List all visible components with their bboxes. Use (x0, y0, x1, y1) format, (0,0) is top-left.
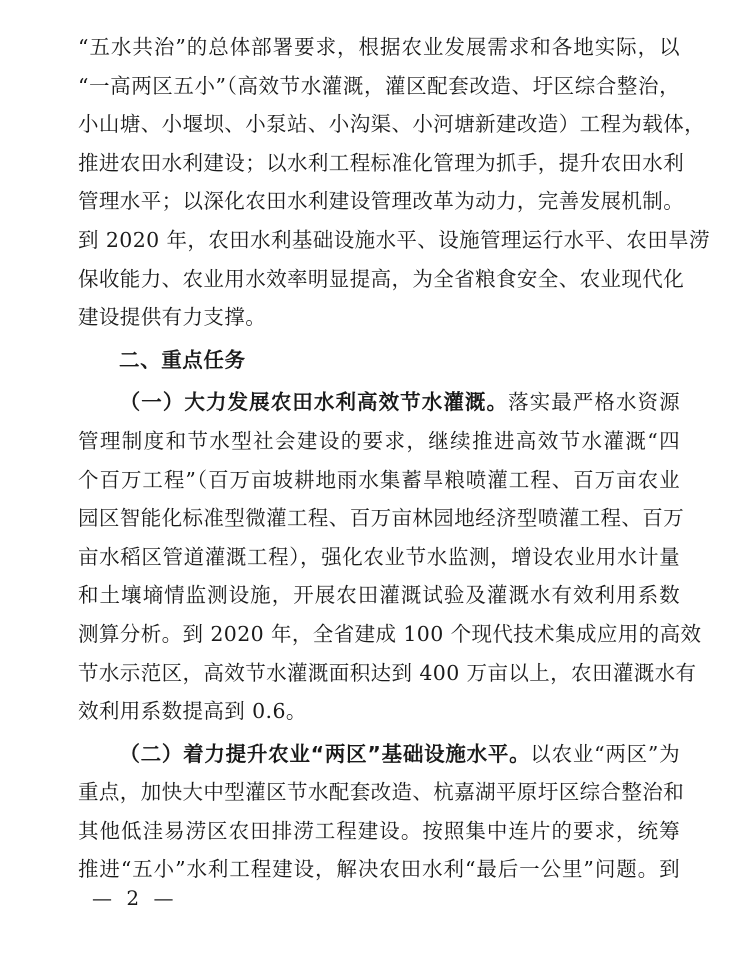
text-line: 建设提供有力支撑。 (78, 305, 267, 330)
text-line: “一高两区五小”（高效节水灌溉，灌区配套改造、圩区综合整治， (78, 73, 680, 98)
task1-paragraph (78, 383, 702, 730)
text-line: 节水示范区，高效节水灌溉面积达到 400 万亩以上，农田灌溉水有 (78, 660, 697, 685)
page-number: — 2 — (92, 886, 178, 910)
text-line: 园区智能化标准型微灌工程、百万亩林园地经济型喷灌工程、百万 (78, 506, 685, 531)
text-line: “五水共治”的总体部署要求，根据农业发展需求和各地实际，以 (78, 35, 680, 59)
task2-paragraph (78, 735, 685, 889)
text-line: 重点，加快大中型灌区节水配套改造、杭嘉湖平原圩区综合整治和 (78, 780, 685, 805)
text-line: 推进农田水利建设；以水利工程标准化管理为抓手，提升农田水利 (78, 150, 685, 175)
text-line: 保收能力、农业用水效率明显提高，为全省粮食安全、农业现代化 (78, 266, 685, 291)
section-heading: 二、重点任务 (119, 347, 246, 372)
text-line: 测算分析。到 2020 年，全省建成 100 个现代技术集成应用的高效 (78, 621, 702, 646)
task2-line1-text: 以农业“两区”为 (530, 741, 680, 766)
text-line: 管理水平；以深化农田水利建设管理改革为动力，完善发展机制。 (78, 189, 685, 214)
text-line: 推进“五小”水利工程建设，解决农田水利“最后一公里”问题。到 (78, 857, 680, 882)
task2-heading: （二）着力提升农业“两区”基础设施水平。 (119, 741, 531, 766)
text-line (78, 383, 680, 422)
text-line: 个百万工程”（百万亩坡耕地雨水集蓄旱粮喷灌工程、百万亩农业 (78, 467, 680, 492)
text-line: 其他低洼易涝区农田排涝工程建设。按照集中连片的要求，统筹 (78, 818, 680, 843)
text-line (78, 735, 680, 774)
text-line: 效利用系数提高到 0.6。 (78, 699, 307, 724)
text-line: 小山塘、小堰坝、小泵站、小沟渠、小河塘新建改造）工程为载体， (78, 112, 705, 137)
text-line: 管理制度和节水型社会建设的要求，继续推进高效节水灌溉“四 (78, 428, 680, 453)
text-line: 亩水稻区管道灌溉工程），强化农业节水监测，增设农业用水计量 (78, 544, 680, 569)
text-line: 到 2020 年，农田水利基础设施水平、设施管理运行水平、农田旱涝 (78, 227, 710, 252)
task1-heading: （一）大力发展农田水利高效节水灌溉。 (119, 390, 509, 415)
intro-paragraph (78, 28, 710, 337)
task1-line1-text: 落实最严格水资源 (508, 390, 680, 415)
document-page (78, 28, 710, 889)
text-line: 和土壤墒情监测设施，开展农田灌溉试验及灌溉水有效利用系数 (78, 583, 680, 608)
